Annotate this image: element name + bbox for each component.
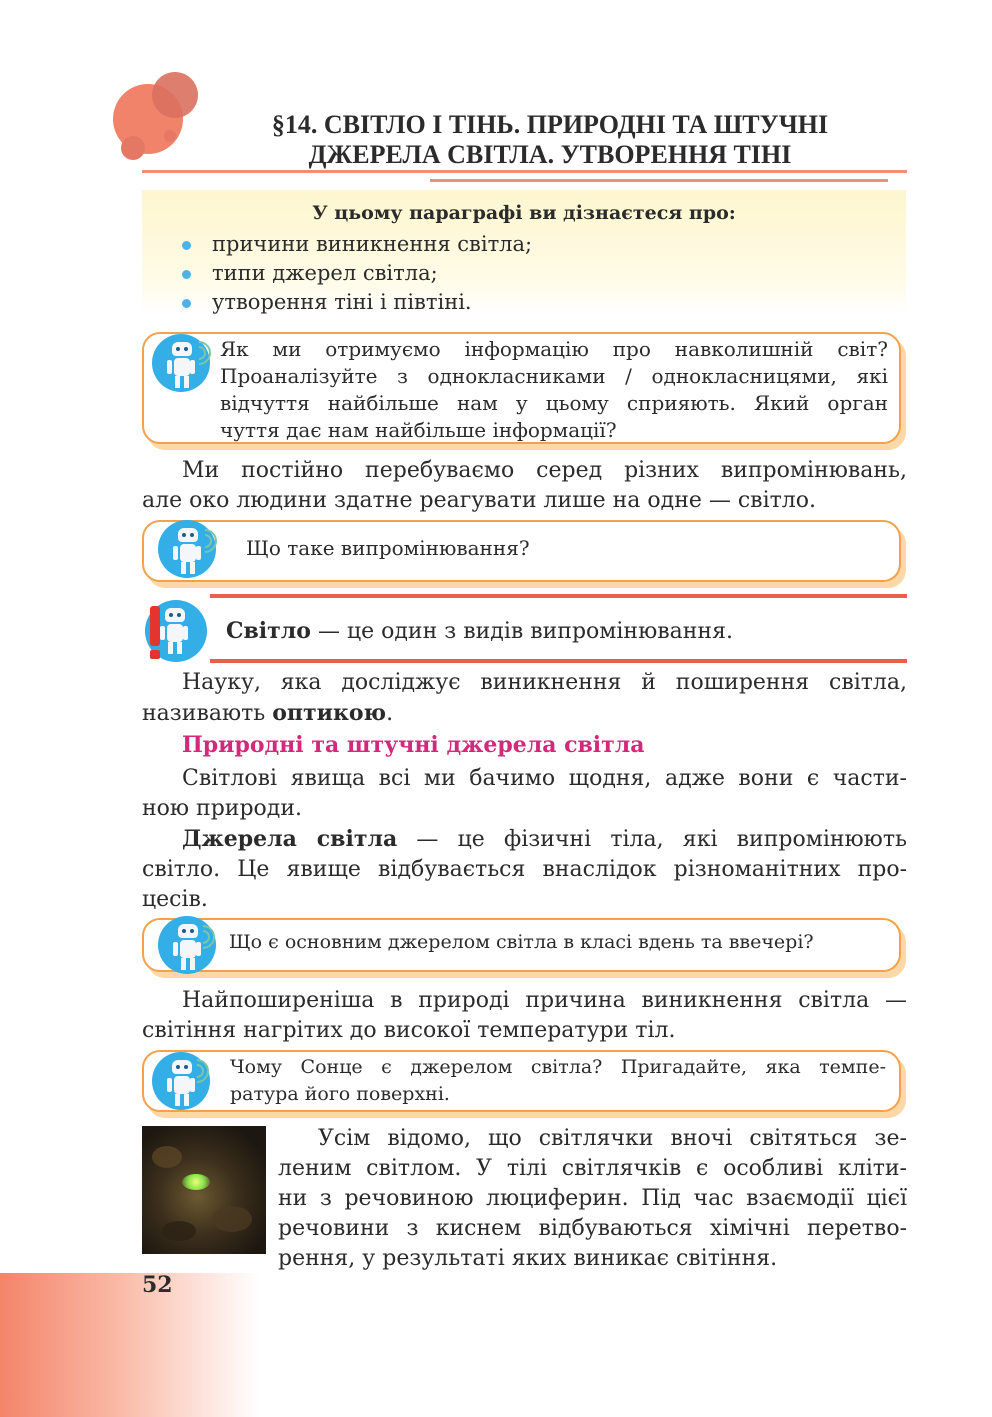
page-corner-gradient [0,1273,260,1417]
circle-small [121,136,145,160]
intro-item: типи джерел світла; [182,259,532,288]
question-2-text: Що таке випромінювання? [246,536,530,560]
signal-waves-icon [190,1058,212,1080]
definition-top-rule [210,594,907,598]
circle-tiny [164,130,176,142]
title-underline-long [142,170,907,173]
title-line-2: ДЖЕРЕЛА СВІТЛА. УТВОРЕННЯ ТІНІ [308,140,792,169]
firefly-glow [182,1174,210,1190]
signal-waves-icon [192,340,214,362]
definition-text: Світло — це один з видів випромінювання. [226,618,733,644]
question-4-text: Чому Сонце є джерелом світла? Пригадайте, яка темпе- ратура його поверхні. [230,1056,886,1105]
bullet-icon [182,299,191,308]
signal-waves-icon [198,528,220,550]
circle-medium [152,72,198,118]
question-1-text: Як ми отримуємо інформацію про навколишній світ? Проаналізуйте з однокласниками / однокласницями, які відчуття найбільше нам у цьому сприяють. Який орган чуття дає нам найбільше інформації? [220,337,888,442]
intro-box [142,190,906,315]
definition-term: Світло [226,618,311,644]
firefly-photo [142,1126,266,1254]
light-sources-term: Джерела світла [182,826,398,852]
intro-item: утворення тіні і півтіні. [182,288,532,317]
optics-term: оптикою [272,700,387,726]
paragraph-light-phenomena: Світлові явища всі ми бачимо щодня, адже вони є части- ною природи. [142,766,907,821]
title-line-1: §14. СВІТЛО І ТІНЬ. ПРИРОДНІ ТА ШТУЧНІ [271,110,829,139]
exclamation-icon [150,606,160,646]
paragraph-incandescence: Найпоширеніша в природі причина виникнення світла — світіння нагрітих до високої температури тіл. [142,988,907,1043]
paragraph-firefly: Усім відомо, що світлячки вночі світяться зе- леним світлом. У тілі світлячків є особливі кліти- ни з речовиною люциферин. Під час взаємодії цієї речовини з киснем відбуваються хімічні перетво- рення, у результаті яких виникає світіння. [278,1126,907,1271]
paragraph-radiation: Ми постійно перебуваємо серед різних випромінювань, але око людини здатне реагувати лише на одне — світло. [142,458,907,513]
bullet-icon [182,270,191,279]
definition-bottom-rule [210,659,907,663]
bullet-icon [182,241,191,250]
question-3-text: Що є основним джерелом світла в класі вдень та ввечері? [229,931,814,953]
exclamation-dot [150,650,160,659]
intro-heading: У цьому параграфі ви дізнаєтеся про: [312,202,736,224]
intro-list [182,230,532,317]
paragraph-optics: Науку, яка досліджує виникнення й поширення світла, називають оптикою. [142,670,907,726]
paragraph-light-sources: Джерела світла — це фізичні тіла, які випромінюють світло. Це явище відбувається внаслідок різноманітних про- цесів. [142,826,907,912]
title-underline-short [430,179,888,182]
page-number: 52 [142,1272,173,1298]
signal-waves-icon [196,924,218,946]
section-subheading: Природні та штучні джерела світла [182,732,645,758]
intro-item: причини виникнення світла; [182,230,532,259]
page-title [205,110,895,170]
